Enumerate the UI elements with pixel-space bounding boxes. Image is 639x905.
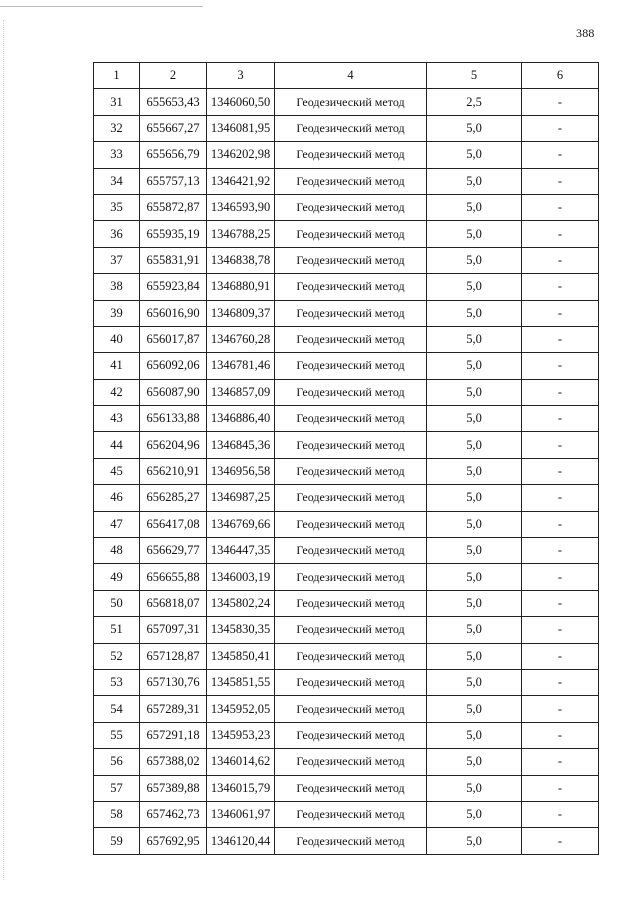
note-cell: - [522, 406, 599, 432]
method-cell: Геодезический метод [275, 564, 427, 590]
point-number-cell: 58 [94, 801, 140, 827]
table-row [94, 115, 599, 141]
note-cell: - [522, 247, 599, 273]
accuracy-cell: 5,0 [427, 617, 522, 643]
x-coordinate-cell: 657130,76 [140, 669, 207, 695]
header-cell-4: 4 [275, 63, 427, 89]
y-coordinate-cell: 1346202,98 [207, 142, 275, 168]
table-row [94, 722, 599, 748]
y-coordinate-cell: 1345830,35 [207, 617, 275, 643]
method-cell: Геодезический метод [275, 511, 427, 537]
point-number-cell: 43 [94, 406, 140, 432]
x-coordinate-cell: 657097,31 [140, 617, 207, 643]
x-coordinate-cell: 656092,06 [140, 353, 207, 379]
method-cell: Геодезический метод [275, 643, 427, 669]
accuracy-cell: 5,0 [427, 406, 522, 432]
coordinates-table [93, 62, 599, 855]
scan-margin-line [3, 20, 4, 880]
accuracy-cell: 5,0 [427, 564, 522, 590]
accuracy-cell: 5,0 [427, 669, 522, 695]
method-cell: Геодезический метод [275, 89, 427, 115]
accuracy-cell: 5,0 [427, 458, 522, 484]
x-coordinate-cell: 655757,13 [140, 168, 207, 194]
point-number-cell: 34 [94, 168, 140, 194]
y-coordinate-cell: 1345952,05 [207, 696, 275, 722]
y-coordinate-cell: 1346769,66 [207, 511, 275, 537]
y-coordinate-cell: 1346081,95 [207, 115, 275, 141]
y-coordinate-cell: 1345802,24 [207, 590, 275, 616]
note-cell: - [522, 432, 599, 458]
note-cell: - [522, 775, 599, 801]
note-cell: - [522, 511, 599, 537]
point-number-cell: 53 [94, 669, 140, 695]
accuracy-cell: 5,0 [427, 538, 522, 564]
table-row [94, 379, 599, 405]
accuracy-cell: 2,5 [427, 89, 522, 115]
point-number-cell: 33 [94, 142, 140, 168]
table-row [94, 194, 599, 220]
y-coordinate-cell: 1346061,97 [207, 801, 275, 827]
y-coordinate-cell: 1346987,25 [207, 485, 275, 511]
y-coordinate-cell: 1346845,36 [207, 432, 275, 458]
y-coordinate-cell: 1346956,58 [207, 458, 275, 484]
table-row [94, 538, 599, 564]
point-number-cell: 38 [94, 274, 140, 300]
point-number-cell: 42 [94, 379, 140, 405]
header-cell-5: 5 [427, 63, 522, 89]
accuracy-cell: 5,0 [427, 643, 522, 669]
y-coordinate-cell: 1346838,78 [207, 247, 275, 273]
table-row [94, 406, 599, 432]
method-cell: Геодезический метод [275, 300, 427, 326]
y-coordinate-cell: 1346886,40 [207, 406, 275, 432]
accuracy-cell: 5,0 [427, 274, 522, 300]
note-cell: - [522, 300, 599, 326]
y-coordinate-cell: 1346857,09 [207, 379, 275, 405]
accuracy-cell: 5,0 [427, 168, 522, 194]
x-coordinate-cell: 656655,88 [140, 564, 207, 590]
note-cell: - [522, 749, 599, 775]
table-header-row [94, 63, 599, 89]
accuracy-cell: 5,0 [427, 511, 522, 537]
x-coordinate-cell: 657128,87 [140, 643, 207, 669]
accuracy-cell: 5,0 [427, 115, 522, 141]
x-coordinate-cell: 655831,91 [140, 247, 207, 273]
x-coordinate-cell: 657389,88 [140, 775, 207, 801]
x-coordinate-cell: 655667,27 [140, 115, 207, 141]
x-coordinate-cell: 656087,90 [140, 379, 207, 405]
x-coordinate-cell: 656210,91 [140, 458, 207, 484]
method-cell: Геодезический метод [275, 722, 427, 748]
accuracy-cell: 5,0 [427, 247, 522, 273]
table-row [94, 353, 599, 379]
table-row [94, 326, 599, 352]
point-number-cell: 47 [94, 511, 140, 537]
table-row [94, 485, 599, 511]
accuracy-cell: 5,0 [427, 300, 522, 326]
header-cell-1: 1 [94, 63, 140, 89]
x-coordinate-cell: 657462,73 [140, 801, 207, 827]
table-row [94, 221, 599, 247]
y-coordinate-cell: 1346015,79 [207, 775, 275, 801]
accuracy-cell: 5,0 [427, 722, 522, 748]
accuracy-cell: 5,0 [427, 194, 522, 220]
y-coordinate-cell: 1345953,23 [207, 722, 275, 748]
method-cell: Геодезический метод [275, 538, 427, 564]
x-coordinate-cell: 657692,95 [140, 828, 207, 854]
y-coordinate-cell: 1346060,50 [207, 89, 275, 115]
x-coordinate-cell: 656133,88 [140, 406, 207, 432]
x-coordinate-cell: 655935,19 [140, 221, 207, 247]
table-row [94, 89, 599, 115]
header-cell-3: 3 [207, 63, 275, 89]
accuracy-cell: 5,0 [427, 749, 522, 775]
page-number: 388 [576, 26, 595, 40]
accuracy-cell: 5,0 [427, 801, 522, 827]
table-row [94, 564, 599, 590]
method-cell: Геодезический метод [275, 247, 427, 273]
table-row [94, 142, 599, 168]
accuracy-cell: 5,0 [427, 142, 522, 168]
method-cell: Геодезический метод [275, 168, 427, 194]
table-row [94, 749, 599, 775]
x-coordinate-cell: 656016,90 [140, 300, 207, 326]
y-coordinate-cell: 1346120,44 [207, 828, 275, 854]
y-coordinate-cell: 1346003,19 [207, 564, 275, 590]
point-number-cell: 35 [94, 194, 140, 220]
point-number-cell: 41 [94, 353, 140, 379]
note-cell: - [522, 485, 599, 511]
y-coordinate-cell: 1346593,90 [207, 194, 275, 220]
point-number-cell: 55 [94, 722, 140, 748]
method-cell: Геодезический метод [275, 432, 427, 458]
point-number-cell: 36 [94, 221, 140, 247]
point-number-cell: 51 [94, 617, 140, 643]
point-number-cell: 40 [94, 326, 140, 352]
x-coordinate-cell: 655872,87 [140, 194, 207, 220]
y-coordinate-cell: 1346421,92 [207, 168, 275, 194]
table-row [94, 458, 599, 484]
method-cell: Геодезический метод [275, 590, 427, 616]
note-cell: - [522, 696, 599, 722]
y-coordinate-cell: 1346760,28 [207, 326, 275, 352]
y-coordinate-cell: 1345851,55 [207, 669, 275, 695]
point-number-cell: 32 [94, 115, 140, 141]
table-row [94, 432, 599, 458]
accuracy-cell: 5,0 [427, 221, 522, 247]
table-row [94, 669, 599, 695]
table-row [94, 775, 599, 801]
method-cell: Геодезический метод [275, 379, 427, 405]
x-coordinate-cell: 656629,77 [140, 538, 207, 564]
accuracy-cell: 5,0 [427, 590, 522, 616]
scan-edge-line [0, 6, 203, 7]
note-cell: - [522, 168, 599, 194]
accuracy-cell: 5,0 [427, 379, 522, 405]
y-coordinate-cell: 1346809,37 [207, 300, 275, 326]
method-cell: Геодезический метод [275, 828, 427, 854]
point-number-cell: 46 [94, 485, 140, 511]
note-cell: - [522, 538, 599, 564]
note-cell: - [522, 722, 599, 748]
method-cell: Геодезический метод [275, 353, 427, 379]
table-row [94, 696, 599, 722]
point-number-cell: 56 [94, 749, 140, 775]
method-cell: Геодезический метод [275, 617, 427, 643]
point-number-cell: 37 [94, 247, 140, 273]
table-row [94, 590, 599, 616]
method-cell: Геодезический метод [275, 221, 427, 247]
table-row [94, 828, 599, 854]
method-cell: Геодезический метод [275, 194, 427, 220]
note-cell: - [522, 801, 599, 827]
x-coordinate-cell: 656818,07 [140, 590, 207, 616]
note-cell: - [522, 326, 599, 352]
y-coordinate-cell: 1346781,46 [207, 353, 275, 379]
note-cell: - [522, 353, 599, 379]
x-coordinate-cell: 657291,18 [140, 722, 207, 748]
note-cell: - [522, 617, 599, 643]
accuracy-cell: 5,0 [427, 775, 522, 801]
x-coordinate-cell: 655656,79 [140, 142, 207, 168]
method-cell: Геодезический метод [275, 115, 427, 141]
table-row [94, 274, 599, 300]
point-number-cell: 48 [94, 538, 140, 564]
x-coordinate-cell: 656204,96 [140, 432, 207, 458]
note-cell: - [522, 221, 599, 247]
note-cell: - [522, 828, 599, 854]
point-number-cell: 57 [94, 775, 140, 801]
y-coordinate-cell: 1345850,41 [207, 643, 275, 669]
accuracy-cell: 5,0 [427, 485, 522, 511]
x-coordinate-cell: 655653,43 [140, 89, 207, 115]
header-cell-6: 6 [522, 63, 599, 89]
note-cell: - [522, 379, 599, 405]
note-cell: - [522, 89, 599, 115]
method-cell: Геодезический метод [275, 669, 427, 695]
method-cell: Геодезический метод [275, 142, 427, 168]
note-cell: - [522, 564, 599, 590]
table-row [94, 300, 599, 326]
point-number-cell: 54 [94, 696, 140, 722]
method-cell: Геодезический метод [275, 801, 427, 827]
y-coordinate-cell: 1346014,62 [207, 749, 275, 775]
method-cell: Геодезический метод [275, 485, 427, 511]
point-number-cell: 45 [94, 458, 140, 484]
table-row [94, 617, 599, 643]
point-number-cell: 59 [94, 828, 140, 854]
table-row [94, 643, 599, 669]
y-coordinate-cell: 1346788,25 [207, 221, 275, 247]
x-coordinate-cell: 655923,84 [140, 274, 207, 300]
method-cell: Геодезический метод [275, 458, 427, 484]
point-number-cell: 39 [94, 300, 140, 326]
accuracy-cell: 5,0 [427, 353, 522, 379]
accuracy-cell: 5,0 [427, 696, 522, 722]
x-coordinate-cell: 656017,87 [140, 326, 207, 352]
accuracy-cell: 5,0 [427, 828, 522, 854]
note-cell: - [522, 194, 599, 220]
point-number-cell: 50 [94, 590, 140, 616]
note-cell: - [522, 274, 599, 300]
point-number-cell: 44 [94, 432, 140, 458]
method-cell: Геодезический метод [275, 326, 427, 352]
method-cell: Геодезический метод [275, 696, 427, 722]
table-row [94, 247, 599, 273]
accuracy-cell: 5,0 [427, 326, 522, 352]
y-coordinate-cell: 1346880,91 [207, 274, 275, 300]
note-cell: - [522, 669, 599, 695]
x-coordinate-cell: 656417,08 [140, 511, 207, 537]
x-coordinate-cell: 657289,31 [140, 696, 207, 722]
x-coordinate-cell: 657388,02 [140, 749, 207, 775]
table-row [94, 168, 599, 194]
x-coordinate-cell: 656285,27 [140, 485, 207, 511]
accuracy-cell: 5,0 [427, 432, 522, 458]
method-cell: Геодезический метод [275, 749, 427, 775]
note-cell: - [522, 590, 599, 616]
method-cell: Геодезический метод [275, 274, 427, 300]
method-cell: Геодезический метод [275, 406, 427, 432]
method-cell: Геодезический метод [275, 775, 427, 801]
note-cell: - [522, 142, 599, 168]
note-cell: - [522, 643, 599, 669]
point-number-cell: 31 [94, 89, 140, 115]
table-row [94, 511, 599, 537]
header-cell-2: 2 [140, 63, 207, 89]
note-cell: - [522, 115, 599, 141]
point-number-cell: 52 [94, 643, 140, 669]
point-number-cell: 49 [94, 564, 140, 590]
table-body [94, 89, 599, 854]
table-row [94, 801, 599, 827]
y-coordinate-cell: 1346447,35 [207, 538, 275, 564]
note-cell: - [522, 458, 599, 484]
